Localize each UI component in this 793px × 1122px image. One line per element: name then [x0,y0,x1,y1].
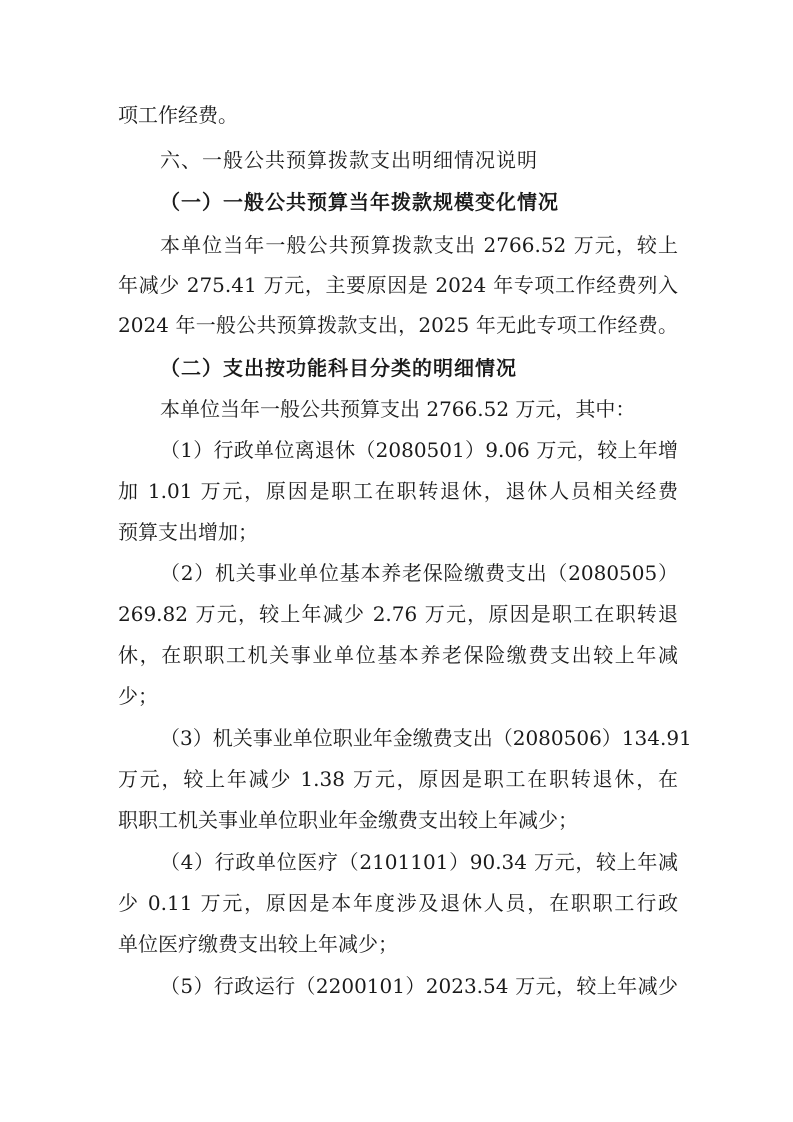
section-heading-6: 六、一般公共预算拨款支出明细情况说明 [160,148,538,172]
paragraph-line: 2024 年一般公共预算拨款支出，2025 年无此专项工作经费。 [118,313,678,337]
list-item-line: 少； [118,684,158,708]
paragraph-line: 本单位当年一般公共预算支出 2766.52 万元，其中： [160,397,636,421]
list-item-line: 单位医疗缴费支出较上年减少； [118,932,398,956]
list-item-line: 少 0.11 万元，原因是本年度涉及退休人员，在职职工行政 [118,891,678,915]
subsection-heading-2: （二）支出按功能科目分类的明细情况 [160,356,517,380]
list-item-line: 休，在职职工机关事业单位基本养老保险缴费支出较上年减 [118,643,678,667]
list-item-line: 万元，较上年减少 1.38 万元，原因是职工在职转退休，在 [118,767,678,791]
list-item-line: （5）行政运行（2200101）2023.54 万元，较上年减少 [160,974,678,998]
paragraph-line: 年减少 275.41 万元，主要原因是 2024 年专项工作经费列入 [118,273,678,297]
list-item-line: （3）机关事业单位职业年金缴费支出（2080506）134.91 [160,726,692,750]
subsection-heading-1: （一）一般公共预算当年拨款规模变化情况 [160,190,559,214]
list-item-line: 预算支出增加； [118,520,258,544]
list-item-line: 职职工机关事业单位职业年金缴费支出较上年减少； [118,808,578,832]
list-item-line: （4）行政单位医疗（2101101）90.34 万元，较上年减 [160,850,678,874]
paragraph-line: 本单位当年一般公共预算拨款支出 2766.52 万元，较上 [160,233,678,257]
list-item-line: （1）行政单位离退休（2080501）9.06 万元，较上年增 [160,438,678,462]
list-item-line: 加 1.01 万元，原因是职工在职转退休，退休人员相关经费 [118,479,678,503]
list-item-line: 269.82 万元，较上年减少 2.76 万元，原因是职工在职转退 [118,602,678,626]
list-item-line: （2）机关事业单位基本养老保险缴费支出（2080505） [160,561,678,585]
text-line: 项工作经费。 [118,103,238,127]
